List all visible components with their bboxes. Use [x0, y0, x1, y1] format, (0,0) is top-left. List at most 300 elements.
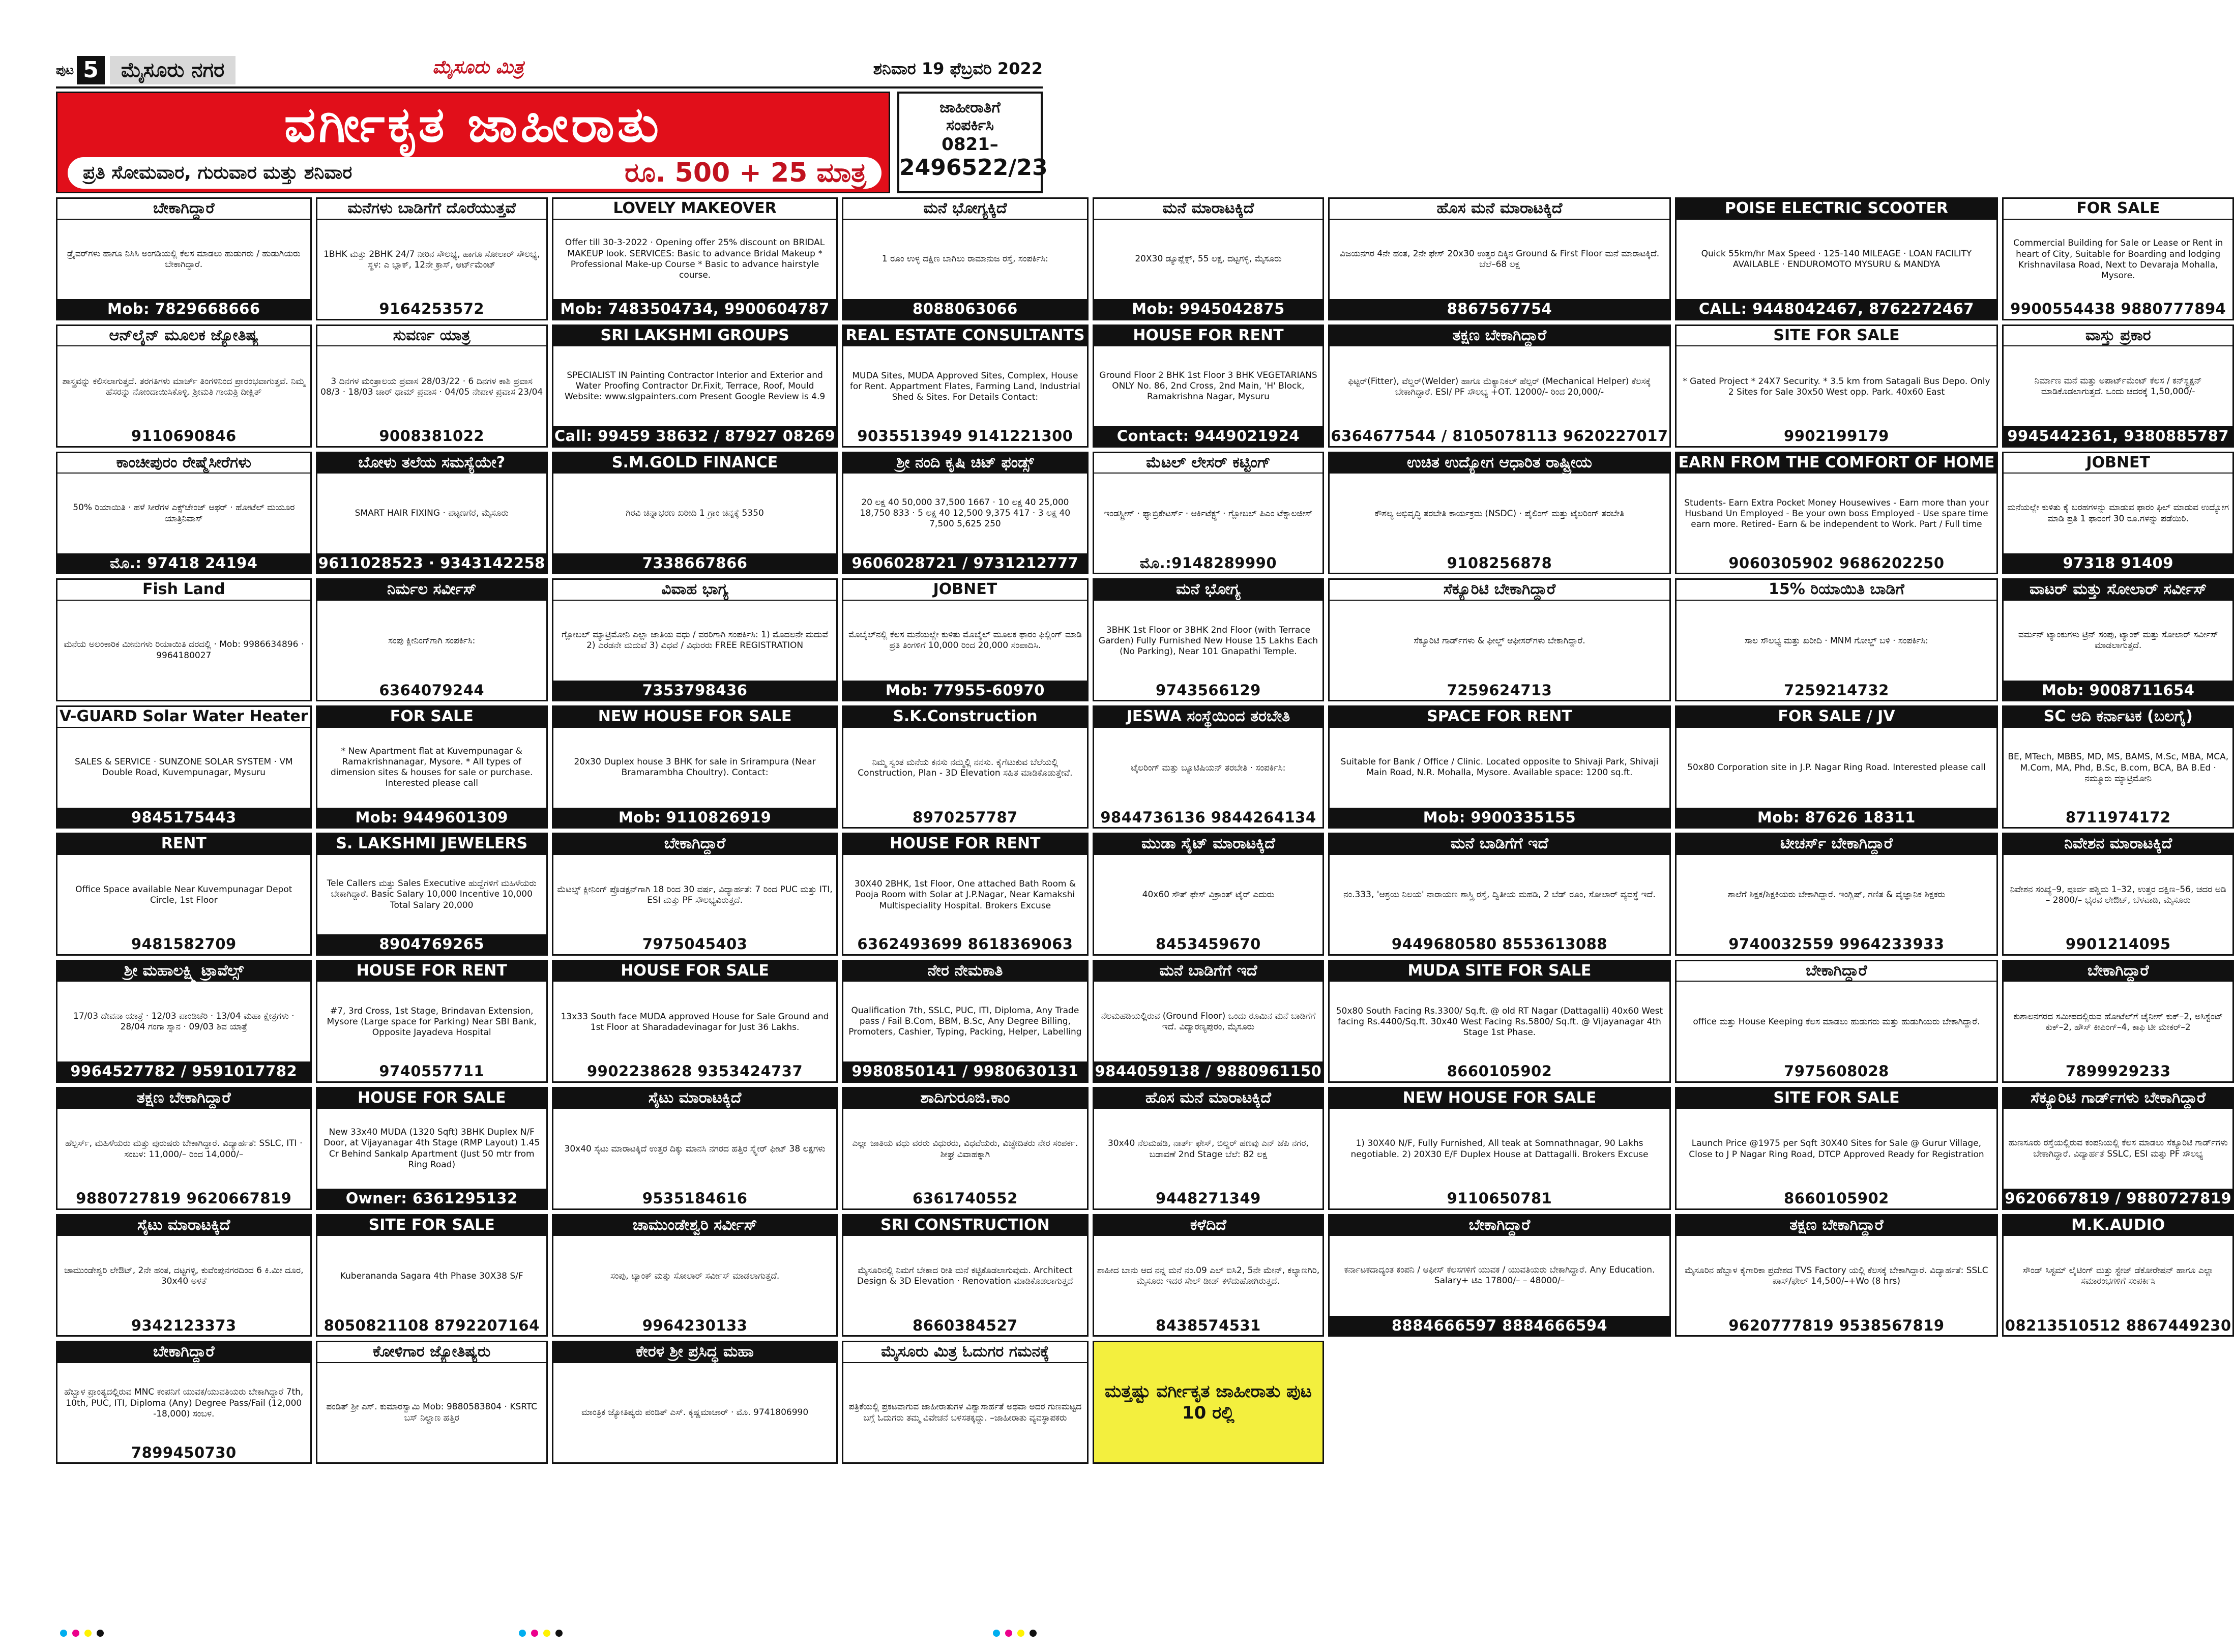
- ad-body: BE, MTech, MBBS, MD, MS, BAMS, M.Sc, MBA, MCA, M.Com, MA, Phd, B.Sc, B.com, BCA, BA B.Ed · ನಮ್ಮೂರು ಮ್ಯಾಟ್ರಿಮೋನಿ: [2008, 752, 2229, 784]
- registration-dot: [60, 1630, 67, 1637]
- classified-ad: [842, 197, 1088, 320]
- classified-ad: [842, 833, 1088, 956]
- ad-phone: 7259624713: [1447, 681, 1552, 699]
- ad-title: ಶ್ರೀ ನಂದಿ ಕೃಷಿ ಚಿಟ್ ಫಂಡ್ಸ್: [843, 453, 1086, 474]
- ad-title: SITE FOR SALE: [317, 1216, 546, 1236]
- ad-phone: 9060305902 9686202250: [1728, 554, 1945, 572]
- classified-ad: [2002, 324, 2234, 448]
- classified-ad: [2002, 197, 2234, 320]
- ad-title: FOR SALE: [2004, 199, 2232, 220]
- classified-ad: [1675, 1087, 1998, 1210]
- ad-phone: 8970257787: [913, 808, 1018, 826]
- ad-body: ಕುಶಾಲನಗರದ ಸಮೀಪದಲ್ಲಿರುವ ಹೋಟೆಲ್‌ಗೆ ಚೈನೀಸ್ ಕುಕ್–2, ಅಸಿಸ್ಟೆಂಟ್ ಕುಕ್–2, ಹೌಸ್ ಕೀಪಿಂಗ್–4, ಕಾಫಿ ಟೀ ಮೇಕರ್–2: [2013, 1011, 2223, 1032]
- classified-ad: [1093, 324, 1325, 448]
- ad-phone: 9743566129: [1156, 681, 1261, 699]
- classified-ad: [1328, 324, 1670, 448]
- ad-body: ಮೆಟಲ್ಸ್ ಕ್ಲೀನಿಂಗ್ ಪ್ರೊಡಕ್ಷನ್‌ಗಾಗಿ 18 ರಿಂದ 30 ವರ್ಷ, ವಿದ್ಯಾರ್ಹತೆ: 7 ರಿಂದ PUC ಮತ್ತು ITI, ESI ಮತ್ತು PF ಸೌಲಭ್ಯವಿರುತ್ತದೆ.: [557, 884, 833, 906]
- ad-phone: 9902199179: [1784, 427, 1889, 445]
- ad-title: ಸೈಟು ಮಾರಾಟಕ್ಕಿದೆ: [57, 1216, 310, 1236]
- ad-body: Launch Price @1975 per Sqft 30X40 Sites for Sale @ Gurur Village, Close to J P Nagar Ring Road, DTCP Approved Ready for Registration: [1689, 1138, 1984, 1160]
- ad-phone: 7259214732: [1784, 681, 1889, 699]
- classified-ad: [842, 324, 1088, 448]
- registration-dot: [519, 1630, 526, 1637]
- ad-body: 1 ರೂಂ ಉಳ್ಳ ದಕ್ಷಿಣ ಬಾಗಿಲು ರಾಮಾನುಜ ರಸ್ತೆ, ಸಂಪರ್ಕಿಸಿ:: [881, 254, 1048, 264]
- ad-phone: 7899929233: [2065, 1063, 2171, 1080]
- registration-marks-center: [519, 1630, 563, 1637]
- ad-title: HOUSE FOR SALE: [553, 961, 836, 982]
- ad-body: office ಮತ್ತು House Keeping ಕೆಲಸ ಮಾಡಲು ಹುಡುಗರು ಮತ್ತು ಹುಡುಗಿಯರು ಬೇಕಾಗಿದ್ದಾರೆ.: [1693, 1017, 1980, 1027]
- ad-phone: 9880727819 9620667819: [76, 1190, 292, 1207]
- ad-body: ಪತ್ರಿಕೆಯಲ್ಲಿ ಪ್ರಕಟವಾಗುವ ಜಾಹೀರಾತುಗಳ ವಿಶ್ವಾಸಾರ್ಹತೆ ಅಥವಾ ಅದರ ಗುಣಮಟ್ಟದ ಬಗ್ಗೆ ಓದುಗರು ತಮ್ಮ ವಿವೇಚನೆ ಬಳಸತಕ್ಕದ್ದು. –ಜಾಹೀರಾತು ವ್ಯವಸ್ಥಾಪಕರು: [848, 1402, 1082, 1423]
- classified-ad: [316, 833, 548, 956]
- classified-ad: [1328, 1214, 1670, 1337]
- classified-ad: [842, 960, 1088, 1083]
- ad-body: ಡ್ರೈವರ್‌ಗಳು ಹಾಗೂ ನಿಸಿಸಿ ಅಂಗಡಿಯಲ್ಲಿ ಕೆಲಸ ಮಾಡಲು ಹುಡುಗರು / ಹುಡುಗಿಯರು ಬೇಕಾಗಿದ್ದಾರೆ.: [67, 248, 301, 270]
- ad-phone: 9449680580 8553613088: [1391, 935, 1608, 953]
- ad-body: MUDA Sites, MUDA Approved Sites, Complex, House for Rent. Appartment Flates, Farming Land, Industrial Shed & Sites. For Details Contact:: [849, 370, 1080, 403]
- classified-ad: [316, 578, 548, 701]
- ad-phone: 9845175443: [57, 808, 310, 827]
- ad-body: Kuberananda Sagara 4th Phase 30X38 S/F: [340, 1271, 523, 1281]
- ad-title: ಕಾಂಚೀಪುರಂ ರೇಷ್ಮೆಸೀರೆಗಳು: [57, 453, 310, 474]
- registration-dot: [84, 1630, 92, 1637]
- registration-dot: [993, 1630, 1000, 1637]
- ad-body: Offer till 30-3-2022 · Opening offer 25% discount on BRIDAL MAKEUP look. SERVICES: Basic to advance Bridal Makeup * Professional Make-up Course * Basic to advance hairstyle course.: [565, 238, 825, 281]
- registration-dot: [1005, 1630, 1012, 1637]
- ad-phone: 8711974172: [2065, 808, 2171, 826]
- ad-title: HOUSE FOR RENT: [843, 834, 1086, 855]
- registration-marks-right: [993, 1630, 1037, 1637]
- ad-title: ಚಾಮುಂಡೇಶ್ವರಿ ಸರ್ವೀಸ್: [553, 1216, 836, 1236]
- classified-ad: [552, 197, 838, 320]
- classified-ad: [1328, 578, 1670, 701]
- ad-title: ಕಳೆದಿದೆ: [1094, 1216, 1323, 1236]
- classified-ad: [1675, 578, 1998, 701]
- ad-title: ಶ್ರೀ ಮಹಾಲಕ್ಷ್ಮಿ ಟ್ರಾವೆಲ್ಸ್: [57, 961, 310, 982]
- ad-phone: 9481582709: [131, 935, 237, 953]
- newspaper-page: [56, 55, 2232, 1621]
- ad-body: ಮೈಸೂರಿನ ಹೆಬ್ಬಾಳ ಕೈಗಾರಿಕಾ ಪ್ರದೇಶದ TVS Factory ಯಲ್ಲಿ ಕೆಲಸಕ್ಕೆ ಬೇಕಾಗಿದ್ದಾರೆ. ವಿದ್ಯಾರ್ಹತೆ: SSLC ಪಾಸ್/ಫೇಲ್ 14,500/–+Wo (8 hrs): [1685, 1265, 1988, 1287]
- ad-title: JOBNET: [843, 580, 1086, 601]
- classified-ad: [56, 1087, 312, 1210]
- classified-ad: [316, 1087, 548, 1210]
- ad-phone: 7975608028: [1784, 1063, 1889, 1080]
- ad-body: 50x80 South Facing Rs.3300/ Sq.ft. @ old RT Nagar (Dattagalli) 40x60 West facing Rs.4400/Sq.ft. 30x40 West Facing Rs.5800/ Sq.ft. @ Vijayanagar 4th Stage 1st Phase.: [1336, 1006, 1663, 1038]
- ad-title: NEW HOUSE FOR SALE: [1330, 1088, 1669, 1109]
- ad-title: ಹೊಸ ಮನೆ ಮಾರಾಟಕ್ಕಿದೆ: [1094, 1088, 1323, 1109]
- classified-ad: [1328, 197, 1670, 320]
- ad-title: HOUSE FOR RENT: [1094, 326, 1323, 347]
- ad-body: 13x33 South face MUDA approved House for Sale Ground and 1st Floor at Sharadadevinagar for Just 36 Lakhs.: [561, 1011, 829, 1032]
- classified-ad: [1675, 705, 1998, 829]
- ad-phone: Mob: 77955-60970: [843, 681, 1086, 700]
- classified-ad: [1093, 452, 1325, 575]
- classified-ad: [56, 705, 312, 829]
- ad-title: LOVELY MAKEOVER: [553, 199, 836, 220]
- classified-ad: [316, 452, 548, 575]
- classified-ad: [56, 452, 312, 575]
- dateline: ಶನಿವಾರ 19 ಫೆಬ್ರವರಿ 2022: [873, 59, 1043, 78]
- ad-body: Commercial Building for Sale or Lease or Rent in heart of City, Suitable for Boarding and lodging Krishnavilasa Road, Next to Devaraja Mohalla, Mysore.: [2013, 238, 2223, 281]
- ad-title: ನಿರ್ಮಲ ಸರ್ವೀಸ್: [317, 580, 546, 601]
- ad-title: ಸುವರ್ಣ ಯಾತ್ರ: [317, 326, 546, 347]
- ad-phone: 9535184616: [642, 1190, 748, 1207]
- classified-ad: [1093, 705, 1325, 829]
- ad-body: ಪಂಡಿತ್ ಶ್ರೀ ಎಸ್. ಕುಮಾರಸ್ವಾಮಿ Mob: 9880583804 · KSRTC ಬಸ್ ನಿಲ್ದಾಣ ಹತ್ತಿರ: [326, 1402, 538, 1423]
- classified-ad: [1328, 833, 1670, 956]
- ad-body: ಕರ್ನಾಟಕದಾದ್ಯಂತ ಕಂಪನಿ / ಆಫೀಸ್ ಕೆಲಸಗಳಿಗೆ ಯುವಕ / ಯುವತಿಯರು ಬೇಕಾಗಿದ್ದಾರೆ. Any Education. Salary+ ಟಿಎ 17800/– – 48000/–: [1344, 1265, 1655, 1286]
- ad-title: ಟೀಚರ್ಸ್ ಬೇಕಾಗಿದ್ದಾರೆ: [1677, 834, 1997, 855]
- ad-phone: Mob: 9008711654: [2004, 681, 2232, 700]
- ad-body: ಎಲ್ಲಾ ಜಾತಿಯ ವಧು ವರರು ವಿಧುರರು, ವಿಧವೆಯರು, ವಿಚ್ಛೇದಿತರು ನೇರ ಸಂಪರ್ಕ. ಶೀಘ್ರ ವಿವಾಹಕ್ಕಾಗಿ: [852, 1138, 1078, 1160]
- ad-body: ಇಂಡಸ್ಟ್ರೀಸ್ · ಫ್ಯಾಬ್ರಿಕೇಟರ್ಸ್ · ಆರ್ಕಿಟೆಕ್ಟ್ಸ್ · ಗ್ಲೋಬಲ್ ಪಿಎಂ ಟೆಕ್ನಾಲಜೀಸ್: [1104, 508, 1313, 519]
- ad-body: ವಿಜಯನಗರ 4ನೇ ಹಂತ, 2ನೇ ಫೇಸ್ 20x30 ಉತ್ತರ ದಿಕ್ಕಿನ Ground & First Floor ಮನೆ ಮಾರಾಟಕ್ಕಿದೆ. ಬೆಲೆ–68 ಲಕ್ಷ: [1339, 248, 1660, 270]
- ad-title: NEW HOUSE FOR SALE: [553, 707, 836, 728]
- ad-phone: 9611028523 · 9343142258: [317, 553, 546, 573]
- ad-body: ನಿರ್ಮಾಣ ಮನೆ ಮತ್ತು ಅಪಾರ್ಟ್‌ಮೆಂಟ್ ಕೆಲಸ / ಕನ್‌ಸ್ಟ್ರಕ್ಷನ್ ಮಾಡಿಕೊಡಲಾಗುತ್ತದೆ. ಒಂದು ಚದರಕ್ಕೆ 1,50,000/-: [2034, 375, 2202, 397]
- ad-phone: 9900554438 9880777894: [2010, 300, 2226, 318]
- ad-title: ವಾಸ್ತು ಪ್ರಕಾರ: [2004, 326, 2232, 347]
- ad-phone: 9620667819 / 9880727819: [2004, 1189, 2232, 1208]
- classified-ad: [552, 578, 838, 701]
- ad-body: Qualification 7th, SSLC, PUC, ITI, Diploma, Any Trade pass / Fail B.Com, BBM, B.Sc, Any Degree Billing, Promoters, Cashier, Typing, Packing, Helper, Labelling: [848, 1005, 1082, 1038]
- ad-title: Fish Land: [57, 580, 310, 601]
- ad-body: SMART HAIR FIXING · ಪಟ್ಟಣಗೆರೆ, ಮೈಸೂರು: [355, 508, 509, 518]
- classified-ad: [842, 452, 1088, 575]
- ad-title: S.K.Construction: [843, 707, 1086, 728]
- classified-ad: [1093, 833, 1325, 956]
- ad-body: #7, 3rd Cross, 1st Stage, Brindavan Extension, Mysore (Large space for Parking) Near SBI Bank, Opposite Jayadeva Hospital: [327, 1006, 537, 1038]
- ad-phone: 9110690846: [131, 427, 237, 445]
- ad-phone: 8660105902: [1447, 1063, 1552, 1080]
- classified-ad: [56, 578, 312, 701]
- ad-phone: 6361740552: [913, 1190, 1018, 1207]
- ad-title: MUDA SITE FOR SALE: [1330, 961, 1669, 982]
- ad-body: ಕೌಶಲ್ಯ ಅಭಿವೃದ್ಧಿ ತರಬೇತಿ ಕಾರ್ಯಕ್ರಮ (NSDC) · ಪೈಲಿಂಗ್ ಮತ್ತು ಟೈಲರಿಂಗ್ ತರಬೇತಿ: [1374, 508, 1625, 519]
- banner-strip: [68, 157, 881, 189]
- ad-phone: Mob: 9900335155: [1330, 808, 1669, 827]
- ad-title: SITE FOR SALE: [1677, 326, 1997, 347]
- ad-title: ಕೇರಳ ಶ್ರೀ ಪ್ರಸಿದ್ಧ ಮಹಾ: [553, 1342, 836, 1363]
- classified-banner: [56, 92, 890, 193]
- ad-phone: Call: 99459 38632 / 87927 08269: [553, 426, 836, 446]
- ad-body: 3BHK 1st Floor or 3BHK 2nd Floor (with Terrace Garden) Fully Furnished New House 15 Lakhs Each (No Parking), Near 101 Gnapathi Temple.: [1098, 625, 1318, 657]
- ad-phone: ಮೊ.:9148289990: [1139, 554, 1277, 572]
- ad-body: ಗ್ಲೋಬಲ್ ಮ್ಯಾಟ್ರಿಮೋನಿ ಎಲ್ಲಾ ಜಾತಿಯ ವಧು / ವರರಿಗಾಗಿ ಸಂಪರ್ಕಿಸಿ: 1) ಮೊದಲನೇ ಮದುವೆ 2) ಎರಡನೇ ಮದುವೆ 3) ವಿಧವೆ / ವಿಧುರರು FREE REGISTRATION: [562, 630, 829, 651]
- ad-phone: 9448271349: [1156, 1190, 1261, 1207]
- ad-phone: 9342123373: [131, 1316, 237, 1334]
- classified-ad: [2002, 1214, 2234, 1337]
- page-number-block: [56, 56, 105, 84]
- masthead-logo: ಮೈಸೂರು ಮಿತ್ರ: [432, 57, 524, 78]
- classified-ad: [316, 1214, 548, 1337]
- classified-ad: [1675, 960, 1998, 1083]
- ad-phone: 7338667866: [553, 553, 836, 573]
- ad-title: SPACE FOR RENT: [1330, 707, 1669, 728]
- classified-ad: [842, 1341, 1088, 1464]
- registration-dot: [531, 1630, 538, 1637]
- ad-title: ಬೇಕಾಗಿದ್ದಾರೆ: [1677, 961, 1997, 982]
- classified-ads-grid: [56, 197, 2232, 1591]
- ad-phone: 9902238628 9353424737: [587, 1063, 803, 1080]
- registration-dot: [543, 1630, 550, 1637]
- ad-body: 50% ರಿಯಾಯಿತಿ · ಹಳೆ ಸೀರೆಗಳ ಎಕ್ಸ್‌ಚೇಂಜ್ ಆಫರ್ · ಹೋಟೆಲ್ ಮಯೂರ ಯಾತ್ರಿನಿವಾಸ್: [73, 503, 295, 524]
- ad-phone: 8867567754: [1330, 299, 1669, 318]
- section-name: ಮೈಸೂರು ನಗರ: [110, 56, 236, 84]
- ad-title: REAL ESTATE CONSULTANTS: [843, 326, 1086, 347]
- ad-title: ಸೈಟು ಮಾರಾಟಕ್ಕಿದೆ: [553, 1088, 836, 1109]
- ad-body: ಚಾಮುಂಡೇಶ್ವರಿ ಲೇಔಟ್, 2ನೇ ಹಂತ, ದಟ್ಟಗಳ್ಳಿ, ಕುವೆಂಪುನಗರದಿಂದ 6 ಕಿ.ಮೀ ದೂರ, 30x40 ಅಳತೆ: [64, 1265, 304, 1287]
- classified-ad: [1093, 197, 1325, 320]
- ad-phone: 9035513949 9141221300: [857, 427, 1073, 445]
- ad-body: 50x80 Corporation site in J.P. Nagar Ring Road. Interested please call: [1687, 762, 1986, 773]
- ad-title: ಮನೆ ಭೋಗ್ಯಕ್ಕಿದೆ: [843, 199, 1086, 220]
- classified-ad: [552, 1341, 838, 1464]
- ad-title: ಮನೆಗಳು ಬಾಡಿಗೆಗೆ ದೊರೆಯುತ್ತವೆ: [317, 199, 546, 220]
- ad-body: ಸೆಕ್ಯೂರಿಟಿ ಗಾರ್ಡ್‌ಗಳು & ಫೀಲ್ಡ್ ಆಫೀಸರ್‌ಗಳು ಬೇಕಾಗಿದ್ದಾರೆ.: [1414, 635, 1585, 646]
- ad-title: ಕೋಳಿಗಾರ ಜ್ಯೋತಿಷ್ಯರು: [317, 1342, 546, 1363]
- classified-ad: [316, 705, 548, 829]
- ad-title: ಬೇಕಾಗಿದ್ದಾರೆ: [1330, 1216, 1669, 1236]
- banner-title: ವರ್ಗೀಕೃತ ಜಾಹೀರಾತು: [284, 96, 662, 153]
- ad-body: ಮೊಬೈಲ್‌ನಲ್ಲಿ ಕೆಲಸ ಮನೆಯಲ್ಲೇ ಕುಳಿತು ಮೊಬೈಲ್ ಮೂಲಕ ಫಾರಂ ಫಿಲ್ಲಿಂಗ್ ಮಾಡಿ ಪ್ರತಿ ತಿಂಗಳಿಗೆ 10,000 ರಿಂದ 20,000 ಸಂಪಾದಿಸಿ.: [848, 630, 1082, 651]
- classified-ad: [552, 324, 838, 448]
- classified-ad: [2002, 1087, 2234, 1210]
- ad-title: S. LAKSHMI JEWELERS: [317, 834, 546, 855]
- ad-phone: 8904769265: [317, 934, 546, 954]
- ad-title: ನಿವೇಶನ ಮಾರಾಟಕ್ಕಿದೆ: [2004, 834, 2232, 855]
- ad-title: FOR SALE / JV: [1677, 707, 1997, 728]
- ad-title: ತಕ್ಷಣ ಬೇಕಾಗಿದ್ದಾರೆ: [1330, 326, 1669, 347]
- ad-phone: 9964527782 / 9591017782: [57, 1061, 310, 1081]
- ad-phone: Mob: 9449601309: [317, 808, 546, 827]
- registration-marks-left: [60, 1630, 104, 1637]
- ad-phone: 8088063066: [843, 299, 1086, 318]
- ad-phone: 6362493699 8618369063: [857, 935, 1073, 953]
- ad-body: SALES & SERVICE · SUNZONE SOLAR SYSTEM · VM Double Road, Kuvempunagar, Mysuru: [74, 756, 293, 778]
- publishing-days: ಪ್ರತಿ ಸೋಮವಾರ, ಗುರುವಾರ ಮತ್ತು ಶನಿವಾರ: [83, 162, 352, 183]
- ad-title: ಮುಡಾ ಸೈಟ್ ಮಾರಾಟಕ್ಕಿದೆ: [1094, 834, 1323, 855]
- ad-phone: 9844059138 / 9880961150: [1094, 1061, 1323, 1081]
- ad-title: POISE ELECTRIC SCOOTER: [1677, 199, 1997, 220]
- ad-body: ನಿಮ್ಮ ಸ್ವಂತ ಮನೆಯ ಕನಸು ನಮ್ಮಲ್ಲಿ ನನಸು. ಕೈಗೆಟುಕುವ ಬೆಲೆಯಲ್ಲಿ Construction, Plan - 3D Elevation ಸಹಿತ ಮಾಡಿಕೊಡುತ್ತೇವೆ.: [858, 757, 1073, 779]
- classified-ad: [2002, 705, 2234, 829]
- classified-ad: [316, 324, 548, 448]
- classified-ad: [1675, 197, 1998, 320]
- ad-title: ಆನ್‌ಲೈನ್ ಮೂಲಕ ಜ್ಯೋತಿಷ್ಯ: [57, 326, 310, 347]
- ad-phone: 7353798436: [553, 681, 836, 700]
- ad-body: SPECIALIST IN Painting Contractor Interior and Exterior and Water Proofing Contractor Dr.Fixit, Terrace, Roof, Mould Website: www.slgpainters.com Present Google Review is 4.9: [564, 370, 826, 402]
- classified-ad: [552, 1214, 838, 1337]
- ad-phone: 9901214095: [2065, 935, 2171, 953]
- classified-ad: [1675, 1214, 1998, 1337]
- ad-title: SITE FOR SALE: [1677, 1088, 1997, 1109]
- ad-body: ಹೆಲ್ಪರ್ಸ್, ಮಹಿಳೆಯರು ಮತ್ತು ಪುರುಷರು ಬೇಕಾಗಿದ್ದಾರೆ. ವಿದ್ಯಾರ್ಹತೆ: SSLC, ITI · ಸಂಬಳ: 11,000/– ರಿಂದ 14,000/–: [65, 1138, 303, 1160]
- ad-phone: Mob: 9945042875: [1094, 299, 1323, 318]
- ad-phone: 8438574531: [1156, 1316, 1261, 1334]
- classified-ad: [552, 1087, 838, 1210]
- contact-phone: 2496522/23: [899, 155, 1048, 181]
- classified-ad: [56, 324, 312, 448]
- ad-body: ಗಿರವಿ ಚಿನ್ನಾಭರಣ ಖರೀದಿ 1 ಗ್ರಾಂ ಚಿನ್ನಕ್ಕೆ 5350: [626, 508, 764, 518]
- classified-ad: [1675, 324, 1998, 448]
- classified-ad: [1328, 960, 1670, 1083]
- classified-ad: [1093, 1341, 1325, 1464]
- classified-ad: [552, 705, 838, 829]
- ad-body: ಮೈಸೂರಿನಲ್ಲಿ ನಿಮಗೆ ಬೇಕಾದ ರೀತಿ ಮನೆ ಕಟ್ಟಿಕೊಡಲಾಗುವುದು. Architect Design & 3D Elevation · Renovation ಮಾಡಿಕೊಡಲಾಗುತ್ತದೆ: [857, 1265, 1073, 1287]
- ad-body: ಮತ್ತಷ್ಟು ವರ್ಗೀಕೃತ ಜಾಹೀರಾತು ಪುಟ 10 ರಲ್ಲಿ: [1104, 1381, 1312, 1424]
- classified-ad: [552, 960, 838, 1083]
- ad-body: ಹುಣಸೂರು ರಸ್ತೆಯಲ್ಲಿರುವ ಕಂಪನಿಯಲ್ಲಿ ಕೆಲಸ ಮಾಡಲು ಸೆಕ್ಯೂರಿಟಿ ಗಾರ್ಡ್‌ಗಳು ಬೇಕಾಗಿದ್ದಾರೆ. ವಿದ್ಯಾರ್ಹತೆ SSLC, ESI ಮತ್ತು PF ಸೌಲಭ್ಯ: [2008, 1138, 2228, 1159]
- ad-title: ಮನೆ ಬಾಡಿಗೆಗೆ ಇದೆ: [1094, 961, 1323, 982]
- ad-title: ಉಚಿತ ಉದ್ಯೋಗ ಆಧಾರಿತ ರಾಷ್ಟ್ರೀಯ: [1330, 453, 1669, 474]
- ad-body: Tele Callers ಮತ್ತು Sales Executive ಹುದ್ದೆಗಳಿಗೆ ಮಹಿಳೆಯರು ಬೇಕಾಗಿದ್ದಾರೆ. Basic Salary 10,000 Incentive 10,000 Total Salary 20,000: [327, 878, 537, 910]
- ad-phone: Mob: 9110826919: [553, 808, 836, 827]
- ad-title: V-GUARD Solar Water Heater: [57, 707, 310, 728]
- classified-ad: [2002, 833, 2234, 956]
- ad-title: ಸೆಕ್ಯೂರಿಟಿ ಬೇಕಾಗಿದ್ದಾರೆ: [1330, 580, 1669, 601]
- ad-title: JESWA ಸಂಸ್ಥೆಯಿಂದ ತರಬೇತಿ: [1094, 707, 1323, 728]
- ad-contact-box: [897, 92, 1048, 193]
- ad-body: 1) 30X40 N/F, Fully Furnished, All teak at Somnathnagar, 90 Lakhs negotiable. 2) 20X30 E/F Duplex House at Dattagalli. Brokers Excuse: [1350, 1138, 1649, 1160]
- contact-line-2: ಸಂಪರ್ಕಿಸಿ: [946, 116, 994, 134]
- ad-title: HOUSE FOR SALE: [317, 1088, 546, 1109]
- registration-dot: [97, 1630, 104, 1637]
- ad-body: ನೆಲಮಹಡಿಯಲ್ಲಿರುವ (Ground Floor) ಒಂದು ರೂಮಿನ ಮನೆ ಬಾಡಿಗೆಗೆ ಇದೆ. ವಿದ್ಯಾರಣ್ಯಪುರಂ, ಮೈಸೂರು: [1101, 1011, 1316, 1032]
- ad-body: ವರ್ಮನ್ ಟ್ಯಾಂಕುಗಳು ಟ್ರಿನ್ ಸಂಪು, ಟ್ಯಾಂಕ್ ಮತ್ತು ಸೋಲಾರ್ ಸರ್ವೀಸ್ ಮಾಡಲಾಗುತ್ತದೆ.: [2018, 630, 2218, 651]
- classified-ad: [56, 1214, 312, 1337]
- ad-phone: Mob: 87626 18311: [1677, 808, 1997, 827]
- ad-title: SRI CONSTRUCTION: [843, 1216, 1086, 1236]
- ad-body: 40x60 ಸೌತ್ ಫೇಸ್ ವಿಕ್ರಾಂತ್ ಟೈರ್ ಎದುರು: [1142, 890, 1275, 900]
- ad-title: HOUSE FOR RENT: [317, 961, 546, 982]
- ad-body: ಹೆಬ್ಬಾಳ ಪ್ರಾಂತ್ಯದಲ್ಲಿರುವ MNC ಕಂಪನಿಗೆ ಯುವಕ/ಯುವತಿಯರು ಬೇಕಾಗಿದ್ದಾರೆ 7th, 10th, PUC, ITI, Diploma (Any) Degree Pass/Fail (12,000 -18,000) ಸಂಬಳ.: [64, 1387, 304, 1419]
- classified-ad: [1093, 960, 1325, 1083]
- ad-phone: 9606028721 / 9731212777: [843, 553, 1086, 573]
- ad-body: 20 ಲಕ್ಷ 40 50,000 37,500 1667 · 10 ಲಕ್ಷ 40 25,000 18,750 833 · 5 ಲಕ್ಷ 40 12,500 9,375 417 · 3 ಲಕ್ಷ 40 7,500 5,625 250: [860, 497, 1071, 529]
- ad-phone: 8050821108 8792207164: [324, 1316, 540, 1334]
- ad-body: 20x30 Duplex house 3 BHK for sale in Srirampura (Near Bramarambha Choultry). Contact:: [574, 756, 816, 778]
- ad-title: ಬೇಕಾಗಿದ್ದಾರೆ: [553, 834, 836, 855]
- ad-title: ತಕ್ಷಣ ಬೇಕಾಗಿದ್ದಾರೆ: [1677, 1216, 1997, 1236]
- classified-ad: [2002, 960, 2234, 1083]
- ad-phone: 9980850141 / 9980630131: [843, 1061, 1086, 1081]
- classified-ad: [2002, 578, 2234, 701]
- ad-phone: 9110650781: [1447, 1190, 1552, 1207]
- registration-dot: [555, 1630, 563, 1637]
- page-label: ಪುಟ: [56, 63, 74, 77]
- ad-phone: 9108256878: [1447, 554, 1552, 572]
- ad-body: * Gated Project * 24X7 Security. * 3.5 km from Satagali Bus Depo. Only 2 Sites for Sale 30x50 West opp. Park. 40x60 East: [1683, 376, 1990, 397]
- ad-phone: 8660105902: [1784, 1190, 1889, 1207]
- ad-phone: 7899450730: [131, 1443, 237, 1461]
- classified-ad: [1328, 705, 1670, 829]
- ad-title: ಮನೆ ಭೋಗ್ಯ: [1094, 580, 1323, 601]
- ad-body: ಸಾಲ ಸೌಲಭ್ಯ ಮತ್ತು ಖರೀದಿ · MNM ಗೋಲ್ಡ್ ಬಳಿ · ಸಂಪರ್ಕಿಸಿ:: [1744, 635, 1928, 646]
- ad-body: 1BHK ಮತ್ತು 2BHK 24/7 ನೀರಿನ ಸೌಲಭ್ಯ, ಹಾಗೂ ಸೋಲಾರ್ ಸೌಲಭ್ಯ, ಸ್ಥಳ: ಎ ಬ್ಲಾಕ್, 12ನೇ ಕ್ರಾಸ್, ಆರ್ಟ್‌ಮೆಂಟ್: [324, 249, 540, 270]
- contact-line-3: 0821–: [942, 134, 998, 155]
- ad-body: ಶಾಲೆಗೆ ಶಿಕ್ಷಕ/ಶಿಕ್ಷಕಿಯರು ಬೇಕಾಗಿದ್ದಾರೆ. ಇಂಗ್ಲಿಷ್, ಗಣಿತ & ವೈಜ್ಞಾನಿಕ ಶಿಕ್ಷಕರು: [1727, 890, 1946, 900]
- ad-title: ಸೆಕ್ಯೂರಿಟಿ ಗಾರ್ಡ್‌ಗಳು ಬೇಕಾಗಿದ್ದಾರೆ: [2004, 1088, 2232, 1109]
- ad-title: ಬೋಳು ತಲೆಯ ಸಮಸ್ಯೆಯೇ?: [317, 453, 546, 474]
- ad-body: New 33x40 MUDA (1320 Sqft) 3BHK Duplex N/F Door, at Vijayanagar 4th Stage (RMP Layout) 1.45 Cr Behind Sankalp Apartment (Just 50 mtr from Ring Road): [324, 1127, 540, 1170]
- ad-phone: 6364079244: [379, 681, 485, 699]
- classified-ad: [1093, 578, 1325, 701]
- ad-body: ಮಾಂತ್ರಿಕ ಜ್ಯೋತಿಷ್ಯರು ಪಂಡಿತ್ ಎಸ್. ಕೃಷ್ಣಮಾಚಾರ್ · ಮೊ. 9741806990: [581, 1407, 809, 1418]
- classified-ad: [1675, 833, 1998, 956]
- ad-body: 20X30 ಡ್ಯೂಪ್ಲೆಕ್ಸ್, 55 ಲಕ್ಷ, ದಟ್ಟಗಳ್ಳಿ, ಮೈಸೂರು: [1135, 254, 1282, 264]
- ad-body: 30x40 ನೆಲಮಹಡಿ, ನಾರ್ತ್ ಫೇಸ್, ಬಿಲ್ಡರ್ ಹಣವು ಎನ್ ಜೆಪಿ ನಗರ, ಬಡಾವಣೆ 2nd Stage ಬೆಲೆ: 82 ಲಕ್ಷ: [1107, 1138, 1309, 1160]
- ad-body: Suitable for Bank / Office / Clinic. Located opposite to Shivaji Park, Shivaji Main Road, N.R. Mohalla, Mysore. Available space: 1200 sq.ft.: [1340, 756, 1659, 778]
- ad-phone: 9844736136 9844264134: [1100, 808, 1316, 826]
- ad-title: ಬೇಕಾಗಿದ್ದಾರೆ: [57, 199, 310, 220]
- classified-ad: [56, 197, 312, 320]
- classified-ad: [842, 1214, 1088, 1337]
- ad-phone: 7975045403: [642, 935, 748, 953]
- classified-ad: [842, 578, 1088, 701]
- ad-body: ಟೈಲರಿಂಗ್ ಮತ್ತು ಬ್ಯೂಟಿಷಿಯನ್ ತರಬೇತಿ · ಸಂಪರ್ಕಿಸಿ:: [1131, 762, 1286, 773]
- ad-body: ನಂ.333, 'ಆಶ್ರಯ ನಿಲಯ' ನಾರಾಯಣ ಶಾಸ್ತ್ರಿ ರಸ್ತೆ, ದ್ವಿತೀಯ ಮಹಡಿ, 2 ಬೆಡ್ ರೂಂ, ಸೋಲಾರ್ ವ್ಯವಸ್ಥೆ ಇದೆ.: [1343, 890, 1656, 900]
- ad-phone: CALL: 9448042467, 8762272467: [1677, 299, 1997, 318]
- ad-phone: Contact: 9449021924: [1094, 426, 1323, 446]
- ad-body: ಶಾಹೀದ ಬಾನು ಆದ ನನ್ನ ಮನೆ ನಂ.09 ಎಲ್ ಐಸಿ2, 5ನೇ ಮೇನ್, ಕಲ್ಯಾಣಗಿರಿ, ಮೈಸೂರು ಇದರ ಸೇಲ್ ಡೀಡ್ ಕಳೆದುಹೋಗಿರುತ್ತದೆ.: [1097, 1265, 1320, 1287]
- ad-phone: 8660384527: [913, 1316, 1018, 1334]
- ad-phone: 9964230133: [642, 1316, 748, 1334]
- ad-title: ಬೇಕಾಗಿದ್ದಾರೆ: [57, 1342, 310, 1363]
- ad-body: ಸಂಪು ಕ್ಲೀನಿಂಗ್‌ಗಾಗಿ ಸಂಪರ್ಕಿಸಿ:: [388, 635, 476, 646]
- ad-title: 15% ರಿಯಾಯಿತಿ ಬಾಡಿಗೆ: [1677, 580, 1997, 601]
- ad-phone: Mob: 7829668666: [57, 299, 310, 318]
- ad-body: Quick 55km/hr Max Speed · 125-140 MILEAGE · LOAN FACILITY AVAILABLE · ENDUROMOTO MYSURU & MANDYA: [1701, 248, 1972, 270]
- ad-phone: 9008381022: [379, 427, 485, 445]
- ad-title: SC ಆದಿ ಕರ್ನಾಟಕ (ಬಲಗೈ): [2004, 707, 2232, 728]
- ad-body: ಸಂಪು, ಟ್ಯಾಂಕ್ ಮತ್ತು ಸೋಲಾರ್ ಸರ್ವೀಸ್ ಮಾಡಲಾಗುತ್ತದೆ.: [610, 1271, 780, 1281]
- ad-body: Office Space available Near Kuvempunagar Depot Circle, 1st Floor: [75, 884, 292, 906]
- ad-body: ಮನೆಯಲ್ಲೇ ಕುಳಿತು ಕೈ ಬರಹಗಳನ್ನು ಮಾಡುವ ಫಾರಂ ಫಿಲ್ ಮಾಡುವ ಉದ್ಯೋಗ ಮಾಡಿ ಪ್ರತಿ 1 ಫಾರಂಗೆ 30 ರೂ.ಗಳನ್ನು ಪಡೆಯಿರಿ.: [2007, 503, 2229, 524]
- ad-body: 17/03 ದೇವನಾ ಯಾತ್ರೆ · 12/03 ಪಾಂಡಿಚೆರಿ · 13/04 ಮಹಾ ಕ್ಷೇತ್ರಗಳು · 28/04 ಗಂಗಾ ಸ್ನಾನ · 09/03 ಶಿವ ಯಾತ್ರೆ: [73, 1011, 295, 1032]
- ad-body: Students- Earn Extra Pocket Money Housewives - Earn more than your Husband Un Employed - Be your own boss Employed - Use spare time earn more. Retired- Earn & be independent to Work. Part / Full time: [1684, 497, 1989, 530]
- contact-line-1: ಜಾಹೀರಾತಿಗೆ: [939, 99, 1001, 116]
- classified-ad: [56, 1341, 312, 1464]
- ad-title: ಶಾದಿಗುರೂಜಿ.ಕಾಂ: [843, 1088, 1086, 1109]
- ad-body: ಸೌಂಡ್ ಸಿಸ್ಟಮ್ ಲೈಟಿಂಗ್ ಮತ್ತು ಸ್ಟೇಜ್ ಡೆಕೋರೇಷನ್ ಹಾಗೂ ಎಲ್ಲಾ ಸಮಾರಂಭಗಳಿಗೆ ಸಂಪರ್ಕಿಸಿ: [2022, 1265, 2214, 1287]
- ad-title: ನೇರ ನೇಮಕಾತಿ: [843, 961, 1086, 982]
- ad-title: JOBNET: [2004, 453, 2232, 474]
- ad-body: 30X40 2BHK, 1st Floor, One attached Bath Room & Pooja Room with Solar at J.P.Nagar, Near Kamakshi Multispeciality Hospital. Brokers Excuse: [854, 879, 1076, 911]
- page-number: 5: [77, 56, 105, 84]
- ad-body: * New Apartment flat at Kuvempunagar & Ramakrishnanagar, Mysore. * All types of dimension sites & houses for sale or purchase. Interested please call: [330, 746, 533, 789]
- ad-body: 30x40 ಸೈಟು ಮಾರಾಟಕ್ಕಿದೆ ಉತ್ತರ ದಿಕ್ಕು ಮಾನಸಿ ನಗರದ ಹತ್ತಿರ ಸ್ಕ್ವೇರ್ ಫೀಟ್ 38 ಲಕ್ಷಗಳು: [564, 1144, 826, 1155]
- ad-phone: 9945442361, 9380885787: [2004, 426, 2232, 446]
- ad-phone: Mob: 7483504734, 9900604787: [553, 299, 836, 318]
- ad-title: ತಕ್ಷಣ ಬೇಕಾಗಿದ್ದಾರೆ: [57, 1088, 310, 1109]
- ad-phone: 9740557711: [379, 1063, 485, 1080]
- classified-ad: [1328, 1087, 1670, 1210]
- ad-phone: 08213510512 8867449230: [2005, 1316, 2231, 1334]
- classified-ad: [56, 833, 312, 956]
- classified-ad: [316, 1341, 548, 1464]
- ad-phone: Owner: 6361295132: [317, 1189, 546, 1208]
- ad-price: ರೂ. 500 + 25 ಮಾತ್ರ: [625, 157, 866, 188]
- classified-ad: [1675, 452, 1998, 575]
- classified-ad: [1093, 1087, 1325, 1210]
- ad-body: 3 ದಿನಗಳ ಮಂತ್ರಾಲಯ ಪ್ರವಾಸ 28/03/22 · 6 ದಿನಗಳ ಕಾಶಿ ಪ್ರವಾಸ 08/3 · 18/03 ಚಾರ್ ಧಾಮ್ ಪ್ರವಾಸ · 04/05 ನೇಪಾಳ ಪ್ರವಾಸ 23/04: [320, 376, 543, 397]
- ad-phone: 6364677544 / 8105078113 9620227017: [1331, 427, 1668, 445]
- ad-title: ಬೇಕಾಗಿದ್ದಾರೆ: [2004, 961, 2232, 982]
- ad-title: ಮನೆ ಬಾಡಿಗೆಗೆ ಇದೆ: [1330, 834, 1669, 855]
- ad-title: EARN FROM THE COMFORT OF HOME: [1677, 453, 1997, 474]
- ad-phone: 9620777819 9538567819: [1728, 1316, 1945, 1334]
